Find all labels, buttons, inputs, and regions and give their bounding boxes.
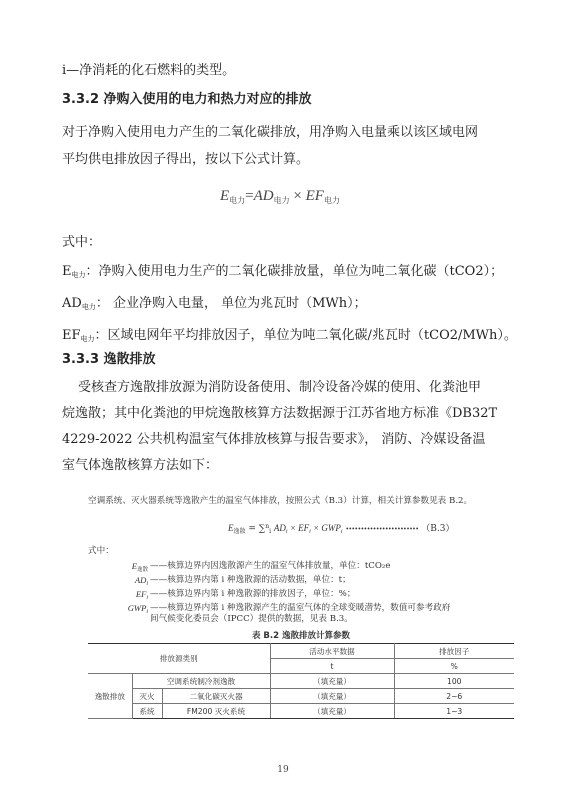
group-label: 逸散排放: [88, 674, 132, 719]
emission-parameters-table: [88, 643, 514, 719]
definition-ad: AD电力： 企业净购入电量， 单位为兆瓦时（MWh）；: [62, 296, 367, 311]
fugitive-formula: $E_{逸散} = \sum^n_i$ $AD_i \times EF_i \times GWP_i$ •••••••••••••••••••••••• （B.3）: [228, 523, 455, 535]
header-activity-unit: t: [270, 659, 394, 674]
table-row: [88, 674, 514, 689]
definition-ef: EF电力：区域电网年平均排放因子，单位为吨二氧化碳/兆瓦时（tCO2/MWh）。: [62, 328, 517, 343]
row-factor: 2~6: [394, 689, 514, 704]
def-description: ——核算边界内第 i 种逸散源的排放因子，单位：%；: [150, 589, 356, 599]
section-heading-3-3-3: 3.3.3 逸散排放: [62, 352, 156, 367]
embedded-where: 式中：: [88, 546, 114, 556]
row-activity: （填充量）: [270, 704, 394, 719]
row-activity: （填充量）: [270, 689, 394, 704]
row-name: 二氧化碳灭火器: [162, 689, 270, 704]
header-source: 排放源类别: [88, 644, 270, 674]
row-activity: （填充量）: [270, 674, 394, 689]
sub-group-label-a: 灭火: [132, 689, 162, 704]
row-name: 空调系统制冷剂逸散: [132, 674, 270, 689]
row-factor: 1~3: [394, 704, 514, 719]
embedded-intro: 空调系统、灭火器系统等逸散产生的温室气体排放，按照公式（B.3）计算，相关计算参数见表 B.2。: [88, 496, 473, 506]
table-title: 表 B.2 逸散排放计算参数: [251, 631, 351, 641]
def-symbol: $AD_i$: [134, 575, 148, 587]
header-factor: 排放因子: [394, 644, 514, 659]
paragraph-line: 室气体逸散核算方法如下：: [62, 458, 219, 473]
header-factor-unit: %: [394, 659, 514, 674]
def-description: ——核算边界内第 i 种逸散源产生的温室气体的全球变暖潜势，数值可参考政府: [150, 603, 451, 613]
def-description: ——核算边界内第 i 种逸散源的活动数据，单位：t；: [150, 575, 351, 585]
section-heading-3-3-2: 3.3.2 净购入使用的电力和热力对应的排放: [62, 92, 312, 107]
where-label: 式中：: [62, 235, 102, 250]
row-name: FM200 灭火系统: [162, 704, 270, 719]
definition-e: E电力：净购入使用电力生产的二氧化碳排放量，单位为吨二氧化碳（tCO2）；: [62, 264, 504, 279]
paragraph-line: 烷逸散；其中化粪池的甲烷逸散核算方法数据源于江苏省地方标准《DB32T: [62, 406, 498, 421]
header-activity: 活动水平数据: [270, 644, 394, 659]
row-factor: 100: [394, 674, 514, 689]
paragraph-line: 4229-2022 公共机构温室气体排放核算与报告要求》， 消防、冷媒设备温: [62, 432, 486, 447]
def-symbol: $GWP_i$: [127, 603, 148, 615]
def-symbol: $EF_i$: [135, 589, 148, 601]
text-line: i—净消耗的化石燃料的类型。: [62, 63, 236, 78]
table-row: [88, 704, 514, 719]
paragraph-line: 平均供电排放因子得出，按以下公式计算。: [62, 152, 310, 167]
page-number: 19: [277, 765, 289, 775]
paragraph-line: 对于净购入使用电力产生的二氧化碳排放，用净购入电量乘以该区域电网: [62, 125, 479, 140]
sub-group-label-b: 系统: [132, 704, 162, 719]
def-symbol: $E_{逸散}$: [131, 561, 148, 573]
table-row: [88, 689, 514, 704]
paragraph-line: 受核查方逸散排放源为消防设备使用、制冷设备冷媒的使用、化粪池甲: [78, 380, 482, 395]
def-description-continued: 间气候变化委员会（IPCC）提供的数据，见表 B.3。: [150, 614, 353, 624]
electricity-formula: $E_{电力}=AD_{电力} \times EF_{电力}$: [220, 188, 340, 205]
def-description: ——核算边界内因逸散源产生的温室气体排放量，单位：tCO₂e: [150, 561, 391, 571]
